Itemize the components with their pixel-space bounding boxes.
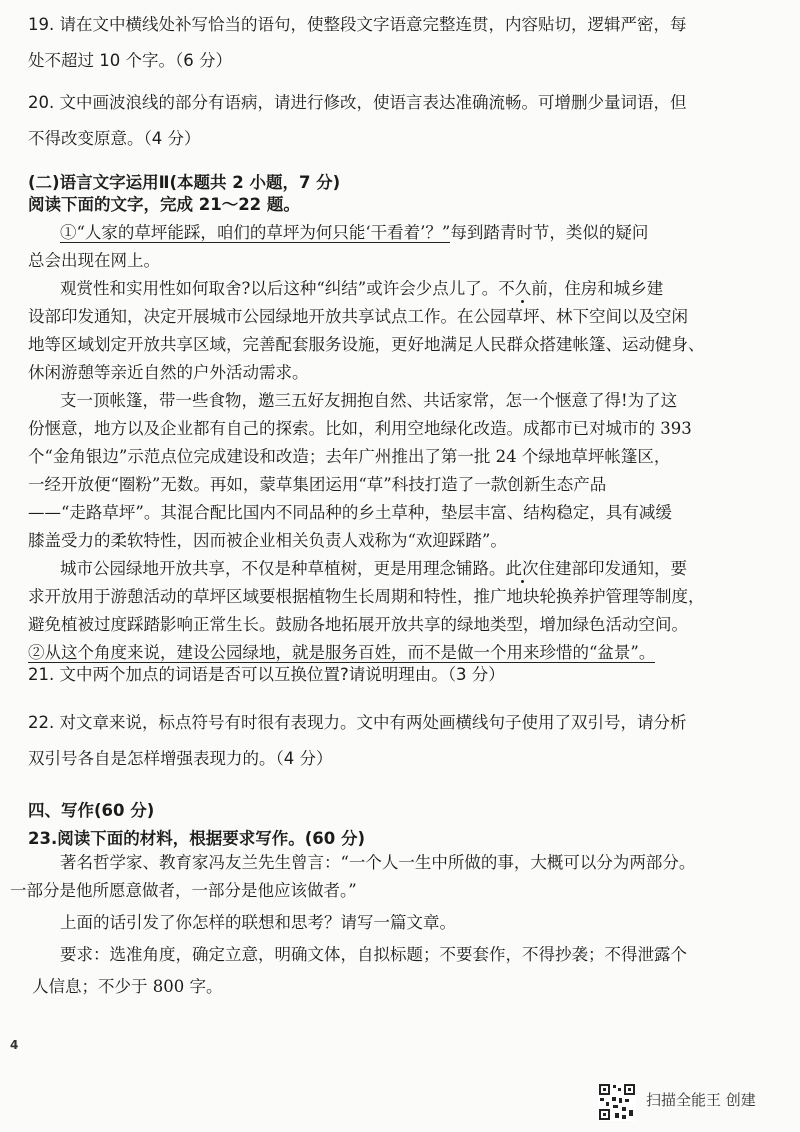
underlined-sentence-1	[60, 223, 450, 243]
q20-line2: 不得改变原意。（4 分）	[28, 129, 201, 148]
dotted-word-1: 不久前	[498, 279, 548, 298]
passage-p1-line1	[28, 222, 790, 244]
passage-p1-rest: 每到踏青时节，类似的疑问	[450, 223, 649, 242]
passage-p4-line3: 避免植被过度踩踏影响正常生长。鼓励各地拓展开放共享的绿地类型，增加绿色活动空间。	[28, 615, 688, 634]
q20-line1: 20. 文中画波浪线的部分有语病，请进行修改，使语言表达准确流畅。可增删少量词语，但	[28, 93, 687, 112]
q21-text: 21. 文中两个加点的词语是否可以互换位置?请说明理由。（3 分）	[28, 665, 505, 684]
q22-line2: 双引号各自是怎样增强表现力的。（4 分）	[28, 749, 333, 768]
requirements-line2: 人信息；不少于 800 字。	[32, 977, 223, 996]
reading-passage	[28, 222, 790, 664]
circle-number-1: ①	[60, 223, 77, 242]
section-2-heading: (二)语言文字运用Ⅱ(本题共 2 小题，7 分)	[28, 173, 341, 192]
section-2-instruction: 阅读下面的文字，完成 21～22 题。	[28, 195, 300, 214]
passage-p2-line3: 地等区域划定开放共享区域，完善配套服务设施，更好地满足人民群众搭建帐篷、运动健身、	[28, 335, 705, 354]
page-number: 4	[10, 1038, 19, 1052]
dotted-word-2: 此次	[505, 559, 539, 578]
quote-sentence-1: “人家的草坪能踩，咱们的草坪为何只能‘干看着’？”	[76, 223, 451, 242]
writing-prompt	[10, 852, 790, 998]
passage-p4-line1	[28, 558, 790, 580]
quote-line2: 一部分是他所愿意做者，一部分是他应该做者。”	[10, 881, 357, 900]
q19-line1: 19. 请在文中横线处补写恰当的语句，使整段文字语意完整连贯，内容贴切，逻辑严密，每	[28, 15, 687, 34]
scanner-watermark: 扫描全能王 创建	[646, 1091, 756, 1109]
passage-p1-line2: 总会出现在网上。	[28, 251, 160, 270]
question-21	[28, 664, 790, 686]
requirements-line1: 要求：选准角度，确定立意，明确文体，自拟标题；不要套作，不得抄袭；不得泄露个	[60, 945, 687, 964]
passage-p3-line5: ——“走路草坪”。其混合配比国内不同品种的乡土草种，垫层丰富、结构稳定，具有减缓	[28, 503, 672, 522]
quote-line1: 著名哲学家、教育家冯友兰先生曾言：“一个人一生中所做的事，大概可以分为两部分。	[60, 853, 696, 872]
passage-p3-line1: 支一顶帐篷，带一些食物，邀三五好友拥抱自然、共话家常，怎一个惬意了得!为了这	[60, 391, 678, 410]
passage-p2-line2: 设部印发通知，决定开展城市公园绿地开放共享试点工作。在公园草坪、林下空间以及空闲	[28, 307, 688, 326]
passage-p4-a: 城市公园绿地开放共享，不仅是种草植树，更是用理念铺路。	[60, 559, 506, 578]
section-4-heading: 四、写作(60 分)	[28, 801, 155, 820]
q23-heading: 23.阅读下面的材料，根据要求写作。(60 分)	[28, 829, 366, 848]
passage-p2-line4: 休闲游憩等亲近自然的户外活动需求。	[28, 363, 309, 382]
question-22	[28, 712, 790, 770]
prompt-line: 上面的话引发了你怎样的联想和思考？请写一篇文章。	[60, 913, 456, 932]
passage-p3-line4: 一经开放便“圈粉”无数。再如，蒙草集团运用“草”科技打造了一款创新生态产品	[28, 475, 607, 494]
q19-line2: 处不超过 10 个字。（6 分）	[28, 51, 232, 70]
passage-p2-b: ，住房和城乡建	[547, 279, 664, 298]
underlined-sentence-2: ②从这个角度来说，建设公园绿地，就是服务百姓，而不是做一个用来珍惜的“盆景”。	[28, 643, 656, 662]
section-2-header	[28, 172, 790, 216]
passage-p2-a: 观赏性和实用性如何取舍?以后这种“纠结”或许会少点儿了。	[60, 279, 499, 298]
passage-p3-line2: 份惬意，地方以及企业都有自己的探索。比如，利用空地绿化改造。成都市已对城市的 393	[28, 419, 692, 438]
q22-line1: 22. 对文章来说，标点符号有时很有表现力。文中有两处画横线句子使用了双引号，请分析	[28, 713, 687, 732]
question-20	[28, 92, 790, 150]
passage-p3-line6: 膝盖受力的柔软特性，因而被企业相关负责人戏称为“欢迎踩踏”。	[28, 531, 507, 550]
passage-p4-b: 住建部印发通知，要	[538, 559, 687, 578]
qr-code-icon	[598, 1083, 636, 1121]
passage-p4-line2: 求开放用于游憩活动的草坪区域要根据植物生长周期和特性，推广地块轮换养护管理等制度，	[28, 587, 705, 606]
section-4-header	[28, 800, 790, 850]
passage-p3-line3: 个“金角银边”示范点位完成建设和改造；去年广州推出了第一批 24 个绿地草坪帐篷区，	[28, 447, 671, 466]
passage-p5-line1	[28, 642, 790, 664]
passage-p2-line1	[28, 278, 790, 300]
question-19	[28, 14, 790, 72]
